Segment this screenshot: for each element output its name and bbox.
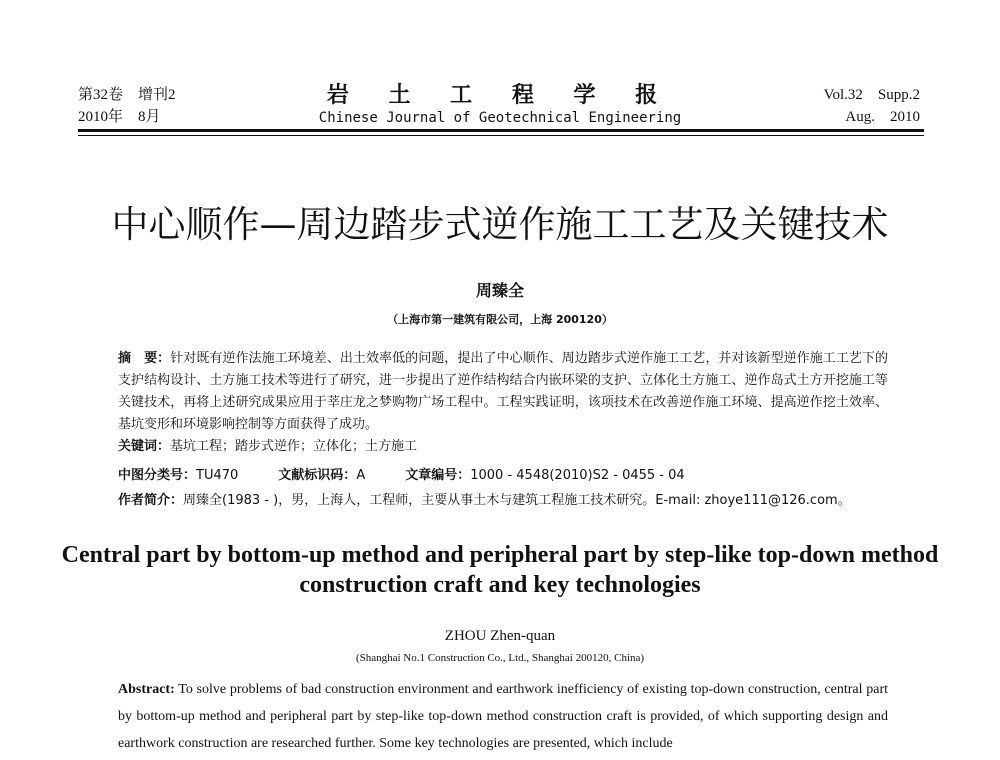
clc-value: TU470 bbox=[196, 468, 239, 483]
header-rule-thin bbox=[78, 135, 924, 136]
header-right bbox=[824, 84, 920, 128]
journal-name-en: Chinese Journal of Geotechnical Engineering bbox=[318, 110, 682, 126]
article-no-label: 文章编号： bbox=[405, 468, 471, 483]
bio-text: 周臻全(1983 - )，男，上海人，工程师，主要从事土木与建筑工程施工技术研究。E-mail: zhoye111@126.com。 bbox=[183, 493, 851, 508]
journal-name-cn: 岩 土 工 程 学 报 bbox=[326, 83, 674, 108]
article-title-en: Central part by bottom-up method and peripheral part by step-like top-down method construction craft and key technologies bbox=[61, 542, 939, 598]
affiliation-en: (Shanghai No.1 Construction Co., Ltd., Shanghai 200120, China) bbox=[355, 652, 645, 664]
keywords-cn bbox=[118, 436, 417, 458]
abstract-en bbox=[118, 676, 888, 757]
author-bio-cn bbox=[118, 490, 938, 512]
header-date-cn: 2010年 8月 bbox=[78, 109, 161, 125]
doc-code-value: A bbox=[356, 468, 366, 483]
doc-code-label: 文献标识码： bbox=[278, 468, 357, 483]
abstract-cn-text: 针对既有逆作法施工环境差、出土效率低的问题，提出了中心顺作、周边踏步式逆作施工工艺，并对该新型逆作施工工艺下的支护结构设计、土方施工技术等进行了研究，进一步提出了逆作结构结合内嵌环梁的支护、立体化土方施工、逆作岛式土方开挖施工等关键技术，再将上述研究成果应用于莘庄龙之梦购物广场工程中。工程实践证明，该项技术在改善逆作施工环境、提高逆作挖土效率、基坑变形和环境影响控制等方面获得了成功。 bbox=[118, 351, 888, 432]
bio-label: 作者简介： bbox=[118, 493, 184, 508]
affiliation-cn: （上海市第一建筑有限公司，上海 200120） bbox=[387, 313, 613, 326]
abstract-cn bbox=[118, 348, 888, 436]
abstract-en-label: Abstract: bbox=[118, 682, 175, 697]
header-volume-cn: 第32卷 增刊2 bbox=[78, 87, 176, 103]
classification-line bbox=[118, 465, 918, 487]
article-no-value: 1000 - 4548(2010)S2 - 0455 - 04 bbox=[470, 468, 685, 483]
abstract-en-text: To solve problems of bad construction environment and earthwork inefficiency of existing top-down construction, central part by bottom-up method and peripheral part by step-like top-down method construction craft is provided, of which supporting design and earthwork construction are researched further. Some key technologies are presented, which include bbox=[118, 682, 889, 751]
header-rule-thick bbox=[78, 129, 924, 132]
author-cn: 周臻全 bbox=[475, 281, 524, 300]
article-title-cn: 中心顺作—周边踏步式逆作施工工艺及关键技术 bbox=[111, 203, 889, 246]
header-date-en: Aug. 2010 bbox=[845, 109, 920, 125]
header-volume-en: Vol.32 Supp.2 bbox=[823, 87, 920, 103]
keywords-cn-text: 基坑工程；踏步式逆作；立体化；土方施工 bbox=[170, 439, 418, 454]
clc-label: 中图分类号： bbox=[118, 468, 197, 483]
author-en: ZHOU Zhen-quan bbox=[444, 628, 556, 644]
abstract-cn-label: 摘 要： bbox=[118, 351, 171, 366]
keywords-cn-label: 关键词： bbox=[118, 439, 171, 454]
